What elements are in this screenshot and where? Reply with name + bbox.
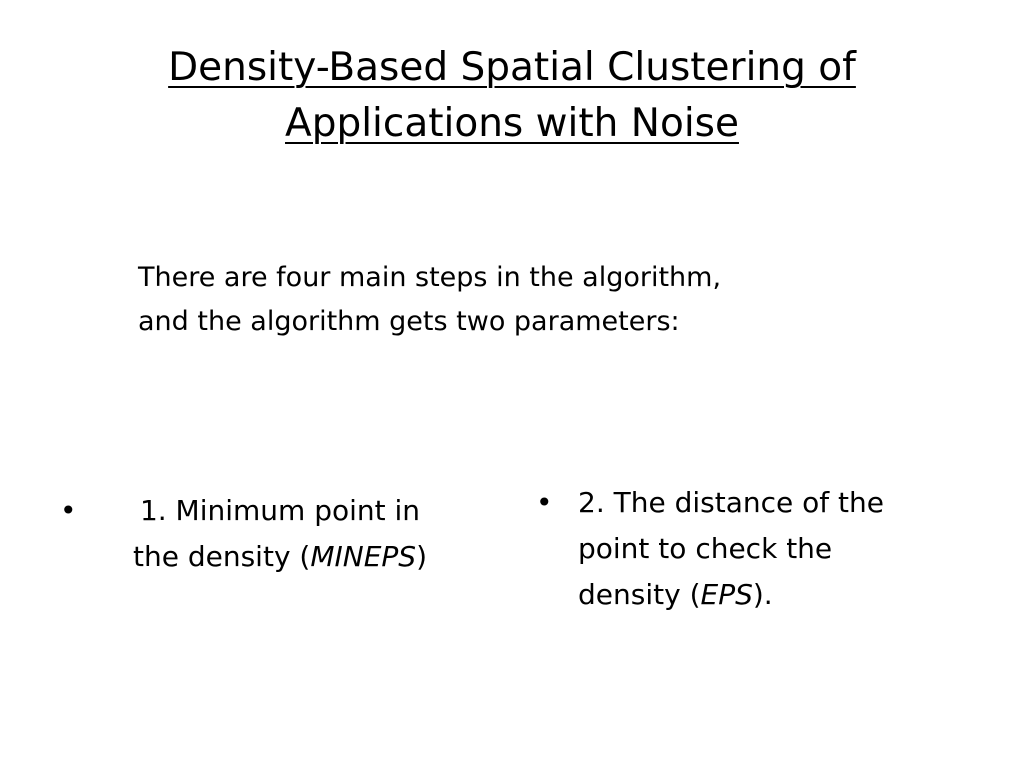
bullet-eps-line-1: 2. The distance of the	[578, 486, 884, 519]
bullet-mineps-line-2	[100, 534, 460, 580]
bullet-dot-icon: •	[536, 486, 553, 519]
intro-paragraph	[138, 256, 858, 344]
param-mineps: MINEPS	[310, 540, 417, 573]
bullet-eps-line-2: point to check the	[578, 532, 833, 565]
bullet-eps-line-3	[578, 572, 976, 618]
intro-line-2: and the algorithm gets two parameters:	[138, 306, 680, 337]
right-column	[536, 480, 976, 618]
slide-title	[0, 40, 1024, 152]
bullet-mineps-line-1: 1. Minimum point in	[139, 494, 421, 527]
bullet-item-eps	[536, 480, 976, 618]
title-line-2: Applications with Noise	[285, 101, 739, 146]
param-eps: EPS	[700, 578, 753, 611]
bullet-eps-suffix: ).	[752, 578, 773, 611]
bullet-item-mineps	[60, 488, 460, 580]
title-line-1: Density-Based Spatial Clustering of	[168, 45, 856, 90]
intro-line-1: There are four main steps in the algorithm,	[138, 262, 722, 293]
bullet-mineps-prefix: the density (	[133, 540, 311, 573]
bullet-dot-icon: •	[60, 494, 77, 527]
bullet-mineps-suffix: )	[416, 540, 427, 573]
left-column	[60, 488, 460, 580]
bullet-eps-prefix: density (	[578, 578, 701, 611]
